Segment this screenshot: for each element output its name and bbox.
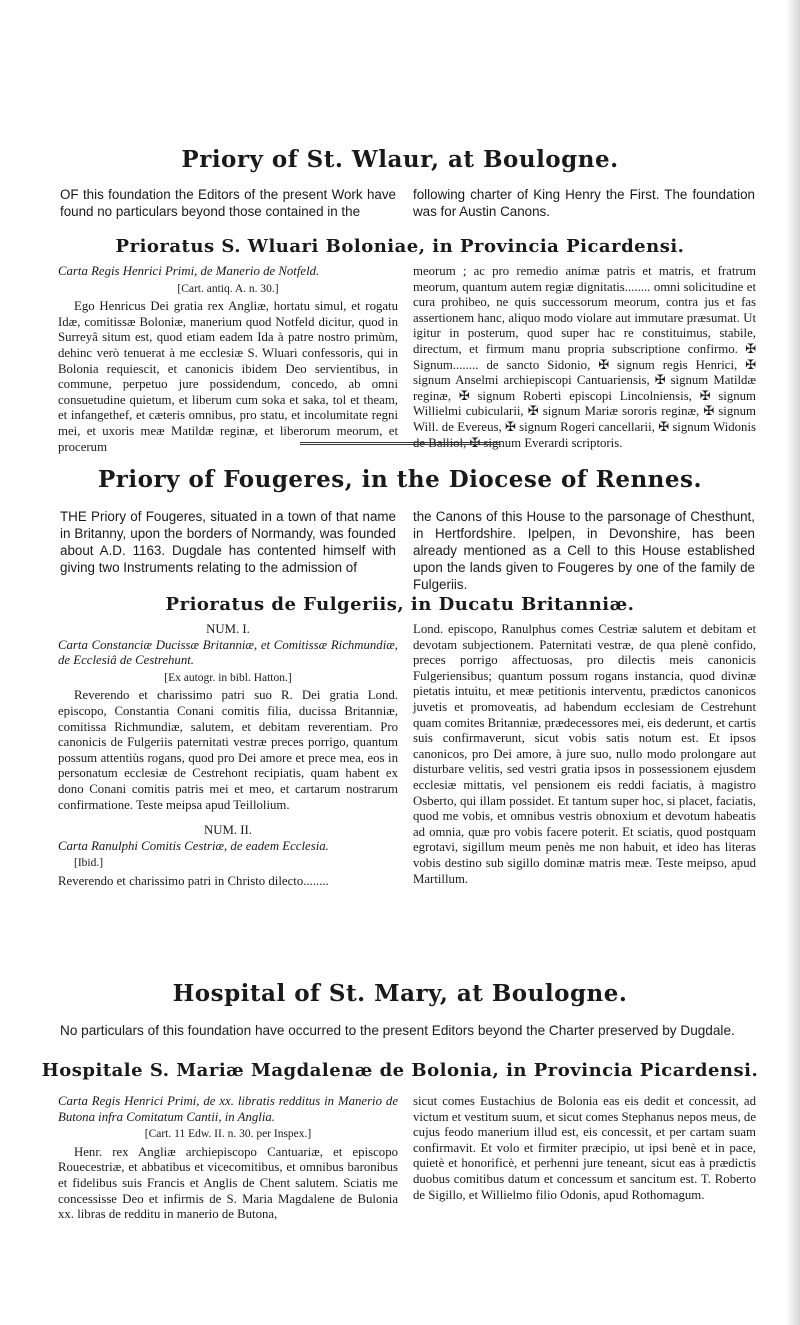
s1-charter-text: Ego Henricus Dei gratia rex Angliæ, hortatu simul, et rogatu Idæ, comitissæ Boloniæ, manerium quod Notfeld dicitur, quod in Surreyâ situm est, quod etiam eadem Ida à patre nostro primùm, dehinc verò tenuerat à me ecclesiæ S. Wluari confessoris, qui in Bolonia requiescit, et canonicis ibidem Deo servientibus, in commune, perpetuo jure possidendum, concedo, ab omni consuetudine quietum, et liberum cum soka et saka, tol et theam, et infangethef, et cæteris omnibus, pro statu, et incolumitate regni mei, et uxoris meæ Matildæ reginæ, et liberorum meorum, et procerum xyxy=(58,299,398,454)
s2-left-column xyxy=(58,622,398,890)
s1-intro-right: following charter of King Henry the First. The foundation was for Austin Canons. xyxy=(413,187,755,219)
num-2-ref: [Ibid.] xyxy=(74,857,104,870)
s1-right-column xyxy=(413,264,756,451)
num-2-label: NUM. II. xyxy=(204,823,252,838)
s3-charter-ref: [Cart. 11 Edw. II. n. 30. per Inspex.] xyxy=(144,1128,312,1141)
s3-charter-text-continued: sicut comes Eustachius de Bolonia eas eis dedit et concessit, ad victum et vestitum suum, et sicut comes Stephanus nepos meus, de cujus feodo manerium illud est, eis concessit, et per cartam suam confirmavit. Et volo et firmiter præcipio, ut ipsi benè et in pace, quietè et honorificè, et perhenni jure teneant, sicut eas à prædictis duobus comitibus datum et concessum et sancitum est. T. Roberto de Sigillo, et Willielmo filio Odonis, apud Rothomagum. xyxy=(413,1094,756,1202)
hospital-st-mary-heading: Hospital of St. Mary, at Boulogne. xyxy=(172,980,628,1007)
s3-left-column xyxy=(58,1094,398,1223)
section-divider xyxy=(300,442,500,447)
num-1-text: Reverendo et charissimo patri suo R. Dei gratia Lond. episcopo, Constantia Conani comitis filia, ducissa Britanniæ, comitissa Richmundiæ, salutem, et debitam reverentiam. Pro canonicis de Fulgeriis paternitati vestræ preces porrigo, quantum possum attentiùs rogans, quod pro Dei amore et prece mea, eos in personatum ecclesiæ de Cestrehont recipiatis, quam habent ex dono Conani comitis patris mei et meo, et cartarum nostrarum confirmatione. Teste meipsa apud Teillolium. xyxy=(58,688,398,812)
prioratus-wluari-subheading: Prioratus S. Wluari Boloniae, in Provincia Picardensi. xyxy=(115,236,685,257)
num-2-title: Carta Ranulphi Comitis Cestriæ, de eadem Ecclesia. xyxy=(58,838,329,853)
s3-charter-text: Henr. rex Angliæ archiepiscopo Cantuariæ, et episcopo Rouecestriæ, et abbatibus et vicecomitibus, et omnibus baronibus et fidelibus suis Francis et Anglis de Chent salutem. Sciatis me concessisse Deo et infirmis de S. Maria Magdalene de Bulonia xx. libras de redditu in manerio de Butona, xyxy=(58,1144,398,1222)
s3-right-column xyxy=(413,1094,756,1203)
num-1-title: Carta Constanciæ Ducissæ Britanniæ, et Comitissæ Richmundiæ, de Ecclesiâ de Cestrehunt. xyxy=(58,637,398,668)
s1-charter-ref: [Cart. antiq. A. n. 30.] xyxy=(177,282,279,295)
num-1-label: NUM. I. xyxy=(206,622,250,636)
s2-intro-left: THE Priory of Fougeres, situated in a town of that name in Britanny, upon the borders of Normandy, was founded about A.D. 1163. Dugdale has contented himself with giving two Instruments relating to the admission of xyxy=(60,509,396,575)
hospitale-mariae-subheading: Hospitale S. Mariæ Magdalenæ de Bolonia, in Provincia Picardensi. xyxy=(41,1060,759,1081)
page-edge-shadow xyxy=(786,0,800,1325)
s1-intro-left: OF this foundation the Editors of the present Work have found no particulars beyond those contained in the xyxy=(60,187,396,219)
priory-fougeres-heading: Priory of Fougeres, in the Diocese of Rennes. xyxy=(97,466,702,493)
s2-intro-right: the Canons of this House to the parsonage of Chesthunt, in Hertfordshire. Ipelpen, in Devonshire, has been already mentioned as a Cell to this House established upon the lands given to Fougeres by one of the family de Fulgeriis. xyxy=(413,509,755,592)
num-2-text-continued: Lond. episcopo, Ranulphus comes Cestriæ salutem et debitam et devotam subjectionem. Paternitati vestræ, de qua plenè confido, preces porrigo affectuosas, pro dilectis meis canonicis Fulgeriensibus; quantum possum rogans instancia, quod divinæ pietatis intuitu, et meæ petitionis interventu, prædictos canonicos juvetis et promoveatis, ad habendum ecclesiam de Cestrehunt quam comites Britanniæ, prædecessores mei, eis dederunt, et cartis suis confirmaverunt, sicut vobis satis notum est. Et ipsos canonicos, pro Dei amore, à jure suo, nullo modo prolongare aut disturbare velitis, sed vestri gratia ipsos in possessionem ejusdem ecclesiæ mittatis, vel pensionem eis reddi faciatis, à magistro Osberto, qui illam possidet. Et tantum super hoc, si placet, faciatis, quod me vobis, et omnibus vestris obnoxium et devotum habeatis ad omnia, quæ pro vobis facere poterit. Et sciatis, quod postquam egrotavi, sigillum meum penès me non habuit, et ideo has literas vobis destino sub sigillo dominæ matris meæ. Teste meipso, apud Martillum. xyxy=(413,622,756,886)
num-2-text: Reverendo et charissimo patri in Christo dilecto........ xyxy=(58,873,329,888)
s3-note: No particulars of this foundation have occurred to the present Editors beyond the Charter preserved by Dugdale. xyxy=(60,1023,735,1038)
priory-st-wlaur-heading: Priory of St. Wlaur, at Boulogne. xyxy=(181,146,619,173)
prioratus-fulgeriis-subheading: Prioratus de Fulgeriis, in Ducatu Britanniæ. xyxy=(165,594,635,615)
s2-right-column xyxy=(413,622,756,887)
num-1-ref: [Ex autogr. in bibl. Hatton.] xyxy=(164,671,292,684)
s3-charter-title: Carta Regis Henrici Primi, de xx. libratis redditus in Manerio de Butona infra Comitatum Cantii, in Anglia. xyxy=(58,1094,398,1124)
s1-left-column xyxy=(58,264,398,455)
s1-charter-text-continued: meorum ; ac pro remedio animæ patris et matris, et fratrum meorum, quantum autem regiæ dignitatis........ omni solicitudine et cura prohibeo, ne quis successorum meorum, contra jus et fas assertionem hanc, aliquo modo violare aut immutare præsumat. Ut igitur in posterum, quod super hac re constituimus, stabile, directum, et firmum manu propria subscriptione confirmo. ✠ Signum........ de sancto Sidonio, ✠ signum regis Henrici, ✠ signum Anselmi archiepiscopi Cantuariensis, ✠ signum Matildæ reginæ, ✠ signum Roberti episcopi Lincolniensis, ✠ signum Willielmi cubicularii, ✠ signum Mariæ sororis reginæ, ✠ signum Will. de Evereus, ✠ signum Rogeri cancellarii, ✠ signum Widonis de Balliol, ✠ signum Everardi scriptoris. xyxy=(413,264,756,450)
s1-charter-title: Carta Regis Henrici Primi, de Manerio de Notfeld. xyxy=(58,264,320,278)
